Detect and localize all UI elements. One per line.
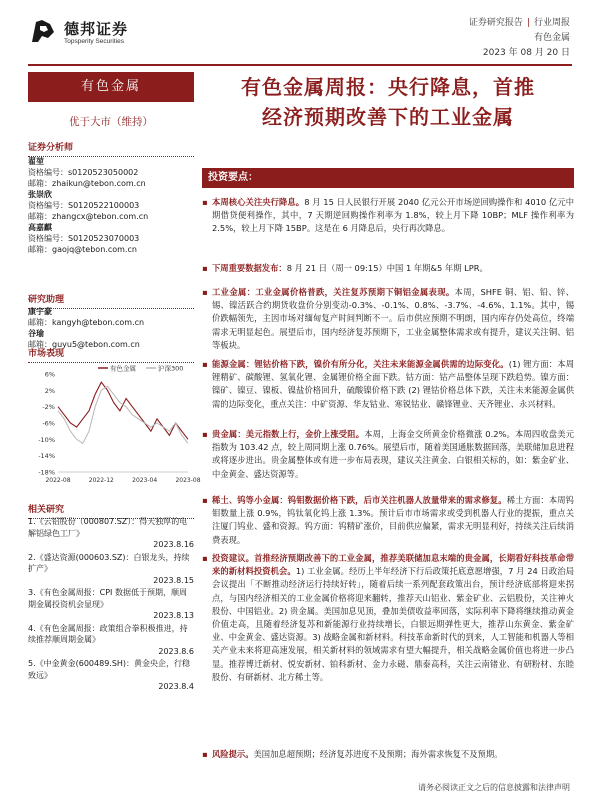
- bullet-block: [202, 358, 574, 411]
- logo-mark-icon: [28, 16, 58, 46]
- logo-text-en: Topsperity Securities: [64, 38, 124, 45]
- title-line-1: 有色金属周报：央行降息，首推: [241, 75, 535, 99]
- bullet-block: [202, 552, 574, 684]
- bullet-dot-icon: ▪: [202, 197, 208, 207]
- chart-svg: [28, 360, 201, 490]
- analyst-email[interactable]: 邮箱：zhangcx@tebon.com.cn: [28, 212, 149, 221]
- analyst-entry: [28, 222, 194, 255]
- analyst-name: 翟堃: [28, 157, 44, 166]
- bullet-item: [202, 196, 574, 236]
- bullet-body: 本周，SHFE 铜、铝、铅、锌、锡、镍活跃合约期货收盘价分别变动-0.3%、-0.1%、0.8%、-3.7%、-4.6%、1.1%。其中，锡价跌幅领先，主因市场对缅甸复产时间判断不一。后市供应预期不明朗，国内库存仍处高位，终端需求无明显起色。展望后市，国内经济复苏预期下，工业金属整体需求或有提升，建议关注铜、铝等板块。: [212, 287, 574, 350]
- bullet-lead: 下周重要数据发布：: [212, 263, 287, 273]
- related-report[interactable]: [28, 587, 194, 622]
- report-type: 证券研究报告: [468, 18, 523, 28]
- bullet-block: [202, 494, 574, 547]
- related-report[interactable]: [28, 552, 194, 587]
- y-tick-label: -18%: [38, 468, 55, 477]
- bullet-body: (1) 锂方面：本周锂精矿、碳酸锂、氢氧化锂、金属锂价格全面下跌。钴方面：钴产品整体呈现下跌趋势。镍方面：镍矿、镍豆、镍板、镍盐价格回升，硫酸镍价格下跌 (2) 锂钴价格总体下跌，关注未来能源金属供需的边际变化，重点关注：中矿资源、华友钴业、寒锐钴业、赣锋锂业、天齐锂业、永兴材料。: [212, 359, 574, 409]
- bullet-body: 8 月 21 日（周一 09:15）中国 1 年期&5 年期 LPR。: [286, 263, 488, 273]
- report-title[interactable]: 5.《中金黄金(600489.SH)：黄金央企，行稳致远》: [28, 659, 191, 680]
- bullet-dot-icon: ▪: [202, 495, 208, 505]
- report-kind: 行业周报: [533, 18, 570, 28]
- logo-text-cn: 德邦证券: [64, 20, 129, 38]
- header-rule: [28, 64, 572, 66]
- y-tick-label: 2%: [44, 386, 55, 395]
- bullet-item: [202, 286, 574, 352]
- analyst-license: 资格编号：S0120523070003: [28, 234, 140, 243]
- legend-label: 有色金属: [110, 364, 136, 373]
- y-tick-label: -2%: [42, 403, 55, 412]
- report-date: 2023 年 08 月 20 日: [482, 48, 570, 58]
- bullet-body: 8 月 15 日人民银行开展 2040 亿元公开市场逆回购操作和 4010 亿元中期借贷便利操作，其中，7 天期逆回购操作利率为 1.8%，较上月下降 10BP；MLF 操作利率为 2.5%，较上月下降 15BP。这是在 6 月降息后，央行再次降息。: [212, 197, 574, 234]
- bullet-item: [202, 748, 574, 761]
- x-tick-label: 2023-08: [175, 477, 201, 484]
- assistant-name: 谷瑜: [28, 329, 44, 338]
- analyst-name: 高嘉麒: [28, 223, 52, 232]
- bullet-lead: 风险提示。: [212, 749, 254, 759]
- report-title[interactable]: 3.《有色金属周报：CPI 数据低于预期，顺周期金属投资机会显现》: [28, 588, 187, 609]
- y-tick-label: 6%: [44, 370, 55, 379]
- assistants-heading: 研究助理: [28, 292, 194, 309]
- x-tick-label: 2023-04: [132, 477, 158, 484]
- report-type-line: [469, 16, 570, 31]
- bullet-dot-icon: ▪: [202, 429, 208, 439]
- report-title[interactable]: 1.《云铝股份（000807.SZ）：得天独厚的电解铝绿色工厂》: [28, 517, 188, 538]
- analyst-name: 张崇欣: [28, 190, 52, 199]
- analyst-license: 资格编号：S0120522100003: [28, 201, 140, 210]
- bullet-body: 本周，上海金交所黄金价格微涨 0.2%。本周四收盘美元指数为 103.42 点，较上周同期上涨 0.76%。展望后市，随着美国通胀数据回落，美联储加息进程或将逐步进出。贵金属整体或有进一步布局表现，建议关注黄金、白银相关标的，如：紫金矿业、中金黄金、盛达资源等。: [212, 429, 574, 479]
- report-date: 2023.8.16: [153, 540, 194, 549]
- bullet-item: [202, 358, 574, 411]
- bullet-body: 美国加息超预期；经济复苏进度不及预期；海外需求恢复不及预期。: [253, 749, 503, 759]
- x-tick-label: 2022-08: [45, 477, 71, 484]
- analyst-license: 资格编号：s0120523050002: [28, 168, 139, 177]
- report-title[interactable]: 2.《盛达资源(000603.SZ)：白银龙头，持续扩产》: [28, 552, 190, 573]
- analysts-list: [28, 156, 194, 255]
- analyst-entry: [28, 156, 194, 189]
- related-research-heading: 相关研究: [28, 502, 194, 519]
- bullet-block: [202, 748, 574, 761]
- assistants-list: [28, 306, 194, 350]
- report-date: 2023.8.4: [158, 682, 194, 691]
- meta-separator: |: [526, 18, 530, 28]
- assistant-entry: [28, 306, 194, 328]
- key-points-heading: 投资要点：: [202, 168, 574, 188]
- title-line-2: 经济预期改善下的工业金属: [262, 105, 514, 129]
- analyst-email[interactable]: 邮箱：gaojq@tebon.com.cn: [28, 245, 137, 254]
- bullet-body: 稀土方面：本周钨钼数量上涨 0.9%，钨钛氧化钨上涨 1.3%。预计后市市场需求或受到机器人行业的提振，重点关注厦门钨业、盛和资源。钨方面：钨精矿涨价，目前供应偏紧，需求无明显利好，持续关注后续消费表现。: [212, 495, 574, 545]
- bullet-lead: 投资建议。首推经济预期改善下的工业金属，推荐美联储加息末端的贵金属，长期看好科技革命带来的新材料投资机会。: [212, 553, 574, 577]
- bullet-item: [202, 262, 574, 275]
- bullet-dot-icon: ▪: [202, 553, 208, 563]
- report-meta: [469, 16, 570, 61]
- bullet-block: [202, 428, 574, 481]
- assistant-name: 康宇豪: [28, 307, 52, 316]
- analyst-entry: [28, 189, 194, 222]
- bullet-lead: 贵金属：美元指数上行，金价上涨受阻。: [212, 429, 365, 439]
- bullet-dot-icon: ▪: [202, 287, 208, 297]
- x-tick-label: 2022-12: [88, 477, 114, 484]
- bullet-dot-icon: ▪: [202, 263, 208, 273]
- analysts-heading: 证券分析师: [28, 140, 194, 157]
- assistant-email[interactable]: 邮箱：kangyh@tebon.com.cn: [28, 318, 145, 327]
- y-tick-label: -6%: [42, 419, 55, 428]
- bullet-item: [202, 552, 574, 684]
- industry-band: 有色金属: [28, 72, 194, 102]
- industry-rating: 优于大市（维持）: [69, 116, 153, 128]
- bullet-dot-icon: ▪: [202, 749, 208, 759]
- related-report[interactable]: [28, 516, 194, 551]
- bullet-lead: 能源金属：锂钴价格下跌，镍价有所分化，关注未来能源金属供需的边际变化。: [212, 359, 509, 369]
- bullet-body: 1) 工业金属。经历上半年经济下行后政策托底意愿增强，7 月 24 日政治局会议提出「不断推动经济运行持续好转」，随着后续一系列配套政策出台，预计经济底部将迎来拐点，与国内经济相关的工业金属价格将迎来翻转，推荐天山铝业、紫金矿业、云铝股份，关注神火股份、中国铝业。2) 贵金属。美国加息见顶，叠加美债收益率回落，实际利率下降将继续推动黄金价值走高，且随着经济复苏和新能源行业持续增长，白银远期弹性更大，推荐山东黄金、紫金矿业、中金黄金、盛达资源。3) 战略金属和新材料。科技革命新时代的到来，人工智能和机器人等相关产业未来将迎高速发展，相关新材料的领域需求有望大幅提升，相关战略金属价值也将进一步凸显。推荐博迁新材、悦安新材、铂科新材、金力永磁、鼎泰高科，关注云南锗业、有研粉材、东睦股份、有研新材、北方稀土等。: [212, 566, 574, 682]
- report-date: 2023.8.13: [153, 611, 194, 620]
- report-date: 2023.8.6: [158, 646, 194, 656]
- y-tick-label: -10%: [38, 435, 55, 444]
- assistant-email[interactable]: 邮箱：guyu5@tebon.com.cn: [28, 340, 140, 349]
- y-tick-label: -14%: [38, 452, 55, 461]
- company-logo: [28, 14, 168, 54]
- legend-label: 沪深300: [158, 364, 184, 373]
- report-industry: 有色金属: [533, 33, 570, 43]
- related-report[interactable]: [28, 623, 194, 658]
- bullet-lead: 稀土、钨等小金属：钨钼数据价格下跌，后市关注机器人放量带来的需求修复。: [212, 495, 507, 505]
- bullet-item: [202, 494, 574, 547]
- report-title[interactable]: 4.《有色金属周报：政策组合拳积极推进，持续推荐顺周期金属》: [28, 623, 188, 644]
- bullet-block: [202, 286, 574, 352]
- market-performance-chart: [28, 360, 201, 490]
- bullet-block: [202, 262, 574, 275]
- footer-disclaimer: 请务必阅读正文之后的信息披露和法律声明: [418, 783, 570, 792]
- analyst-email[interactable]: 邮箱：zhaikun@tebon.com.cn: [28, 179, 146, 188]
- report-date: 2023.8.15: [153, 575, 194, 585]
- report-title-main: [202, 72, 574, 132]
- bullet-block: [202, 196, 574, 236]
- bullet-lead: 本周核心关注央行降息。: [212, 197, 305, 207]
- bullet-dot-icon: ▪: [202, 359, 208, 369]
- related-research-list: [28, 516, 194, 694]
- chart-heading: 市场表现: [28, 346, 194, 363]
- bullet-item: [202, 428, 574, 481]
- bullet-lead: 工业金属：工业金属价格普跌，关注复苏预期下铜铝金属表现。: [212, 287, 455, 297]
- related-report[interactable]: [28, 658, 194, 693]
